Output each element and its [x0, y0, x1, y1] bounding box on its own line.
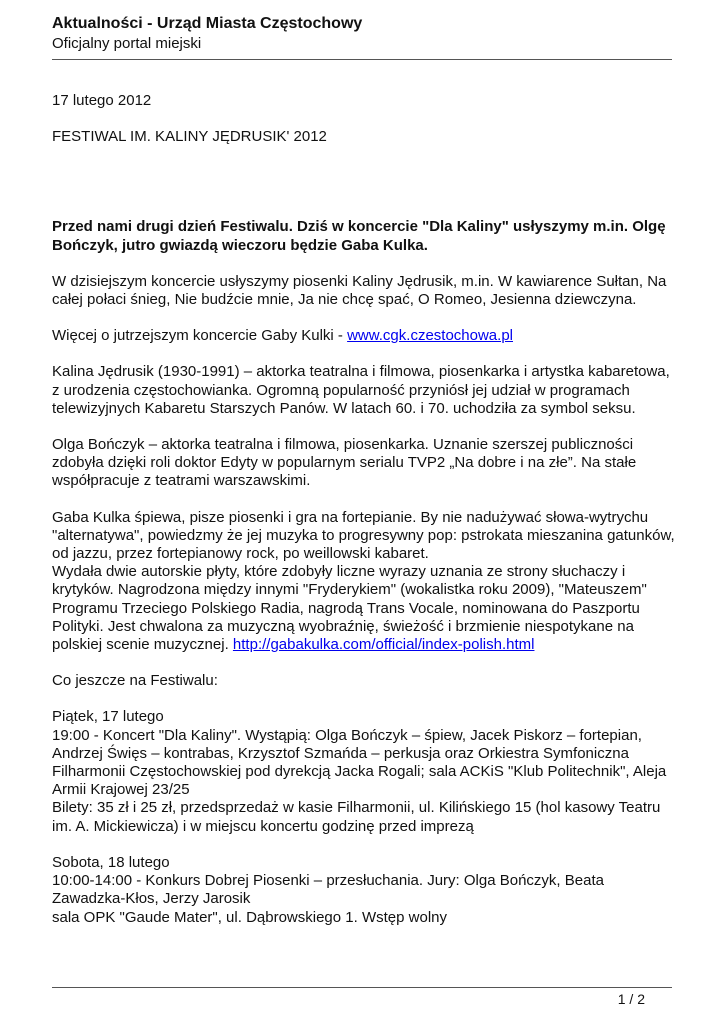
schedule-friday-event: 19:00 - Koncert "Dla Kaliny". Wystąpią: Olga Bończyk – śpiew, Jacek Piskorz – fortepian, Andrzej Święs – kontrabas, Krzysztof Szmańda – perkusja oraz Orkiestra Symfoniczna Filharmonii Częstochowskiej pod dyrekcją Jacka Rogali; sala ACKiS "Klub Politechnik", Aleja Armii Krajowej 23/25 [52, 726, 667, 799]
article-title: FESTIWAL IM. KALINY JĘDRUSIK' 2012 [52, 128, 327, 146]
cgk-link[interactable]: www.cgk.czestochowa.pl [347, 327, 513, 345]
schedule-saturday-event: 10:00-14:00 - Konkurs Dobrej Piosenki – przesłuchania. Jury: Olga Bończyk, Beata Zawadzka-Kłos, Jerzy Jarosik [52, 872, 604, 908]
article-body [52, 92, 677, 927]
header-divider [52, 59, 672, 60]
paragraph-more-info [52, 327, 677, 345]
paragraph-songs: W dzisiejszym koncercie usłyszymy piosenki Kaliny Jędrusik, m.in. W kawiarence Sułtan, Na całej połaci śnieg, Nie budźcie mnie, Ja nie chcę spać, O Romeo, Jesienna dziewczyna. [52, 272, 667, 309]
gaba-albums-text: Wydała dwie autorskie płyty, które zdobyły liczne wyrazy uznania ze strony słuchaczy i krytyków. Nagrodzona między innymi "Fryderykiem" (wokalistka roku 2009), "Mateuszem" Programu Trzeciego Polskiego Radia, nagrodą Trans Vocale, nominowana do Paszportu Polityki. Jest chwalona za muzyczną wyobraźnię, świeżość i brzmienie niespotykane na polskiej scenie muzycznej. [52, 563, 647, 654]
more-info-text: Więcej o jutrzejszym koncercie Gaby Kulki - [52, 327, 348, 345]
schedule-saturday-venue: sala OPK "Gaude Mater", ul. Dąbrowskiego 1. Wstęp wolny [52, 908, 447, 926]
article-date: 17 lutego 2012 [52, 92, 152, 109]
page-number: 1 / 2 [617, 991, 645, 1007]
gabakulka-link[interactable]: http://gabakulka.com/official/index-polish.html [232, 636, 535, 654]
article-lead: Przed nami drugi dzień Festiwalu. Dziś w koncercie "Dla Kaliny" usłyszymy m.in. Olgę Bończyk, jutro gwiazdą wieczoru będzie Gaba Kulka. [52, 218, 666, 254]
paragraph-gaba-albums [52, 563, 677, 654]
site-title: Aktualności - Urząd Miasta Częstochowy [52, 15, 363, 32]
schedule-friday-tickets: Bilety: 35 zł i 25 zł, przedsprzedaż w kasie Filharmonii, ul. Kilińskiego 15 (hol kasowy Teatru im. A. Mickiewicza) i w miejscu koncertu godzinę przed imprezą [52, 799, 661, 835]
site-subtitle: Oficjalny portal miejski [52, 35, 202, 52]
paragraph-olga-bio: Olga Bończyk – aktorka teatralna i filmowa, piosenkarka. Uznanie szerszej publiczności zdobyła dzięki roli doktor Edyty w popularnym serialu TVP2 „Na dobre i na złe”. Na stałe współpracuje z teatrami warszawskimi. [52, 436, 637, 490]
paragraph-gaba-bio: Gaba Kulka śpiewa, pisze piosenki i gra na fortepianie. By nie nadużywać słowa-wytrychu "alternatywa", powiedzmy że jej muzyka to progresywny pop: pstrokata mieszanina gatunków, od jazzu, przez fortepianowy rock, po weillowski kabaret. [52, 508, 675, 563]
schedule-friday-heading: Piątek, 17 lutego [52, 708, 164, 726]
paragraph-kalina-bio: Kalina Jędrusik (1930-1991) – aktorka teatralna i filmowa, piosenkarka i artystka kabaretowa, z urodzenia częstochowianka. Ogromną popularność przyniósł jej udział w programach telewizyjnych Kabaretu Starszych Panów. W latach 60. i 70. uchodziła za symbol seksu. [52, 363, 670, 417]
schedule-saturday-heading: Sobota, 18 lutego [52, 853, 170, 871]
footer-divider [52, 987, 672, 988]
page-header [52, 14, 672, 54]
paragraph-festival-intro: Co jeszcze na Festiwalu: [52, 672, 218, 690]
